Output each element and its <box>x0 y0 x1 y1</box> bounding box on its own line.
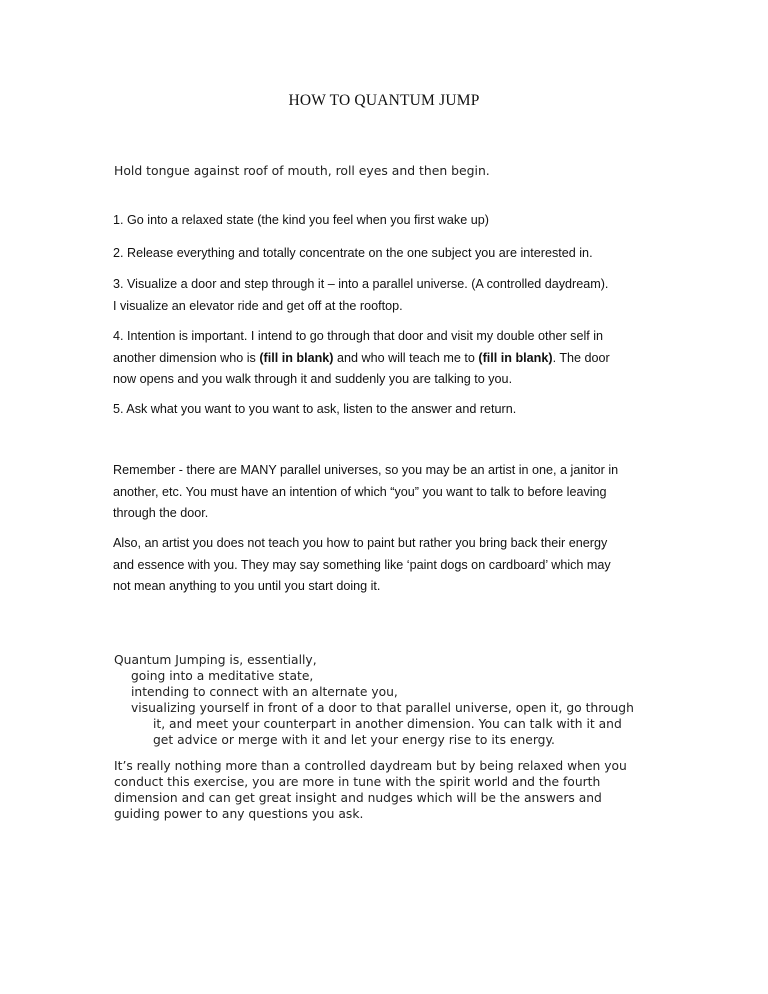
quantum-item-3: visualizing yourself in front of a door to that parallel universe, open it, go through <box>131 701 634 716</box>
step-4-line-2 <box>113 348 658 370</box>
also-line-1: Also, an artist you does not teach you how to paint but rather you bring back their energy <box>113 536 608 550</box>
page-title: HOW TO QUANTUM JUMP <box>288 92 480 109</box>
quantum-item-1: going into a meditative state, <box>131 669 314 684</box>
step-1-line: 1. Go into a relaxed state (the kind you feel when you first wake up) <box>113 213 489 227</box>
also-line-3: not mean anything to you until you start doing it. <box>113 579 381 593</box>
closing-line-4: guiding power to any questions you ask. <box>114 807 364 821</box>
step-1 <box>113 210 658 232</box>
intro-text: Hold tongue against roof of mouth, roll eyes and then begin. <box>114 163 490 178</box>
step-3-line-2: I visualize an elevator ride and get off at the rooftop. <box>113 298 403 313</box>
remember-paragraph <box>113 460 658 525</box>
quantum-heading: Quantum Jumping is, essentially, <box>114 653 317 667</box>
fill-in-blank-1: (fill in blank) <box>259 350 334 365</box>
also-paragraph <box>113 533 658 598</box>
closing-line-1: It’s really nothing more than a controlled daydream but by being relaxed when you <box>114 759 627 773</box>
quantum-item-3-cont-1: it, and meet your counterpart in another dimension. You can talk with it and <box>153 717 622 732</box>
step-2 <box>113 243 658 265</box>
step-4-line-3: now opens and you walk through it and suddenly you are talking to you. <box>113 372 513 386</box>
step-2-line: 2. Release everything and totally concentrate on the one subject you are interested in. <box>113 246 593 260</box>
step-4-line-1: 4. Intention is important. I intend to go through that door and visit my double other self in <box>113 329 604 343</box>
step-3-line-1: 3. Visualize a door and step through it – into a parallel universe. (A controlled daydream). <box>113 277 609 291</box>
also-line-2: and essence with you. They may say something like ‘paint dogs on cardboard’ which may <box>113 557 611 572</box>
quantum-item-3-cont-2: get advice or merge with it and let your energy rise to its energy. <box>153 733 555 748</box>
step-5-line: 5. Ask what you want to you want to ask, listen to the answer and return. <box>113 402 517 416</box>
closing-line-2: conduct this exercise, you are more in tune with the spirit world and the fourth <box>114 775 601 789</box>
step-4-text-c: and who will teach me to <box>333 350 479 365</box>
fill-in-blank-2: (fill in blank) <box>478 350 553 365</box>
remember-line-2: another, etc. You must have an intention of which “you” you want to talk to before leaving <box>113 484 607 499</box>
quantum-item-2: intending to connect with an alternate you, <box>131 685 398 700</box>
step-3 <box>113 274 658 317</box>
remember-line-3: through the door. <box>113 506 209 520</box>
quantum-jumping-list <box>114 652 634 749</box>
step-4-text-a: another dimension who is <box>113 350 260 365</box>
closing-paragraph <box>114 758 627 822</box>
step-5 <box>113 399 658 421</box>
step-4 <box>113 326 658 391</box>
closing-line-3: dimension and can get great insight and nudges which will be the answers and <box>114 791 602 805</box>
remember-line-1: Remember - there are MANY parallel universes, so you may be an artist in one, a janitor in <box>113 463 619 477</box>
step-4-text-e: . The door <box>552 350 610 365</box>
